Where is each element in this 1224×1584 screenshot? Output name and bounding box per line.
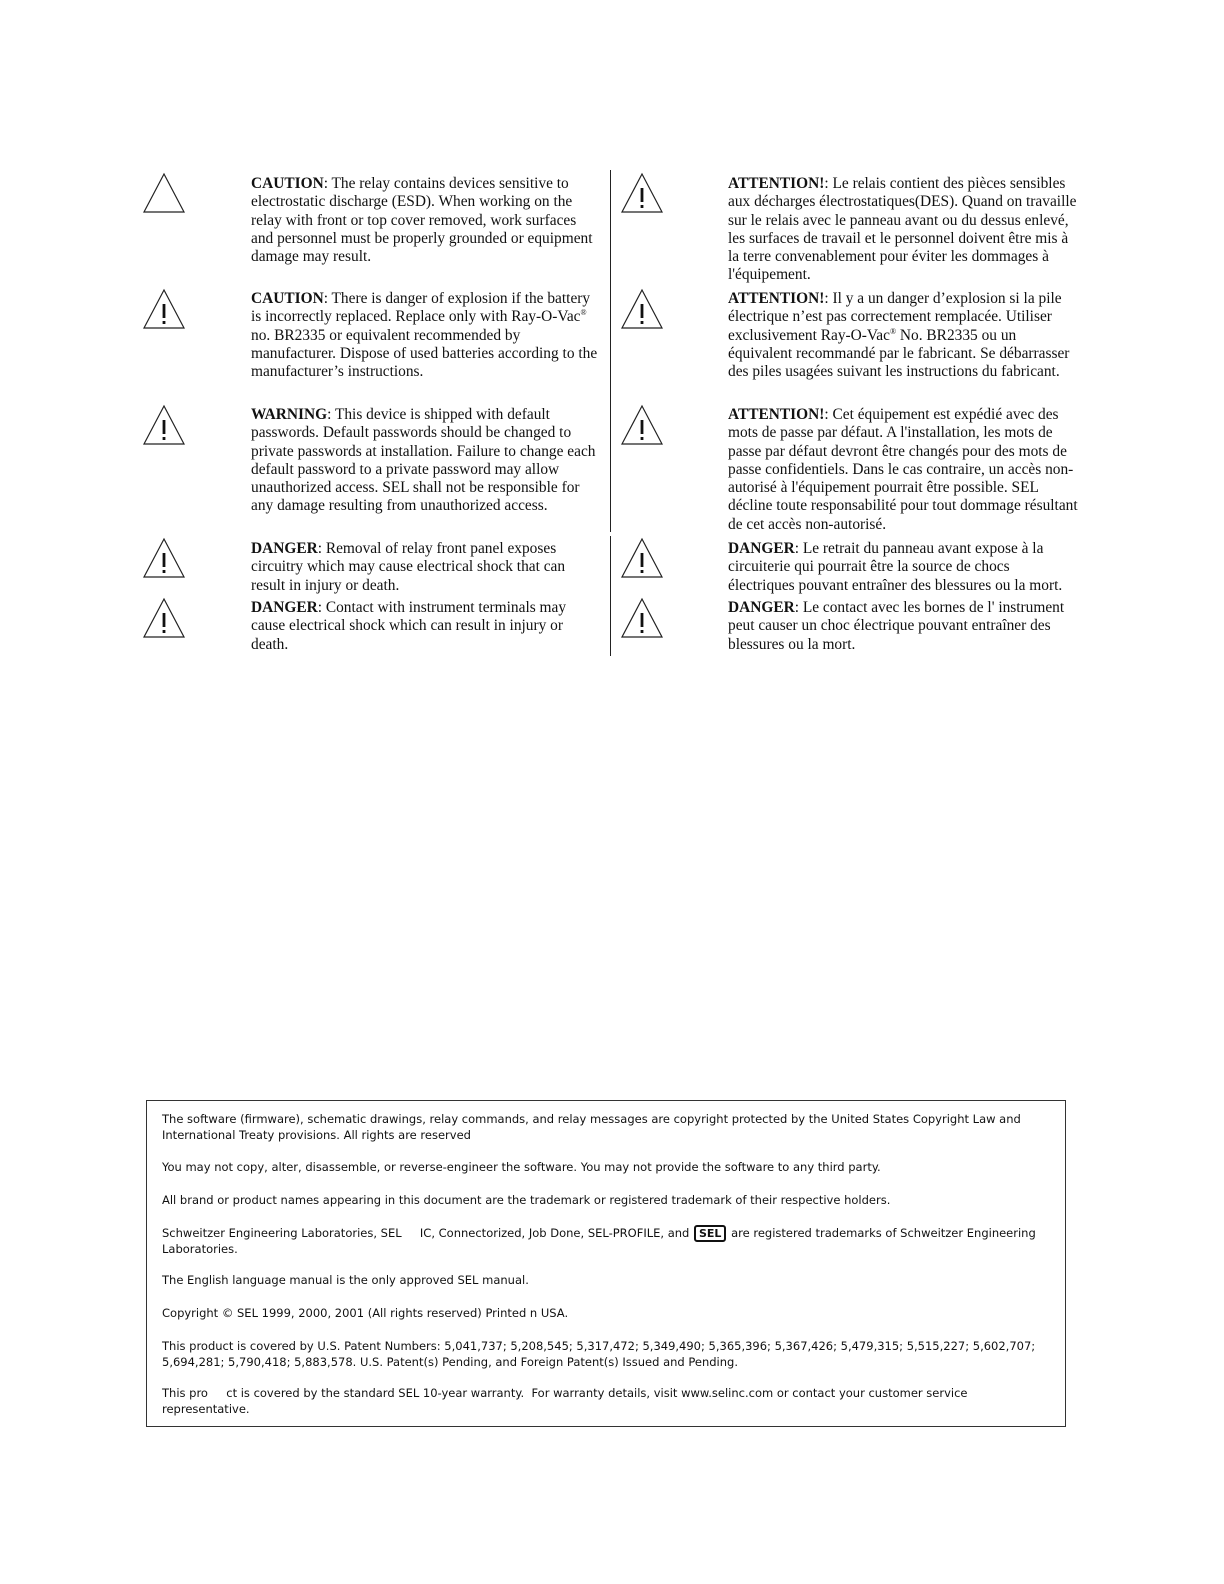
notice-body-cont: No. BR2335 ou un équivalent recommandé par le fabricant. Se débarrasser des piles usagées suivant les instructions du fabricant. [728,326,1070,381]
patents-notice: This product is covered by U.S. Patent Numbers: 5,041,737; 5,208,545; 5,317,472; 5,349,490; 5,365,396; 5,367,426; 5,479,315; 5,515,227; 5,602,707; 5,694,281; 5,790,418; 5,883,578. U.S. Patent(s) Pending, and Foreign Patent(s) Issued and Pending. [162,1339,1036,1369]
sel-logo: SEL [694,1225,726,1242]
notice-text [728,540,1080,595]
notice-body: : The relay contains devices sensitive to electrostatic discharge (ESD). When working on the relay with front or top cover removed, work surfaces and personnel must be properly grounded or equipment damage may result. [251,175,593,266]
notice-text [728,175,1080,285]
notice-body: : There is danger of explosion if the battery is incorrectly replaced. Replace only with Ray-O-Vac [251,290,591,326]
notice-text [251,540,596,595]
notice-text [728,599,1080,654]
notice-body-cont: no. BR2335 or equivalent recommended by manufacturer. Dispose of used batteries according to the manufacturer’s instructions. [251,326,598,381]
notice-body: : Removal of relay front panel exposes circuitry which may cause electrical shock that can result in injury or death. [251,540,566,594]
sel-trademarks-text: Schweitzer Engineering Laboratories, SEL IC, Connectorized, Job Done, SEL-PROFILE, and [162,1226,693,1240]
notice-label: DANGER [728,599,795,616]
registered-mark: ® [889,326,897,336]
notice-text [728,406,1080,534]
notice-text [251,406,596,516]
hazard-triangle-blank-icon [142,172,186,214]
copyright-years: Copyright © SEL 1999, 2000, 2001 (All rights reserved) Printed n USA. [162,1306,569,1320]
warning-exclamation-icon [142,537,186,579]
warning-exclamation-icon [142,597,186,639]
copyright-notice: The software (firmware), schematic drawings, relay commands, and relay messages are copyright protected by the United States Copyright Law and International Treaty provisions. All rights are reserved [162,1112,1021,1142]
column-divider [610,536,611,656]
notice-body: : This device is shipped with default passwords. Default passwords should be changed to private passwords at installation. Failure to change each default password to a private password may allow unauthorized access. SEL shall not be responsible for any damage resulting from unauthorized access. [251,406,596,515]
notice-body: : Le relais contient des pièces sensibles aux décharges électrostatiques(DES). Quand on travaille sur le relais avec le panneau avant ou du dessus enlevé, les surfaces de travail et le personnel doivent être mis à la terre convenablement pour éviter les dommages à l'équipement. [728,175,1077,284]
warning-exclamation-icon [142,288,186,330]
warning-exclamation-icon [620,172,664,214]
notice-body: : Contact with instrument terminals may cause electrical shock which can result in injury or death. [251,599,567,653]
notice-label: DANGER [728,540,795,557]
legal-notice-box [146,1100,1066,1427]
warning-exclamation-icon [620,537,664,579]
notice-label: ATTENTION! [728,175,825,192]
sel-trademarks-notice [162,1225,1052,1258]
trademarks-notice: All brand or product names appearing in this document are the trademark or registered trademark of their respective holders. [162,1193,891,1207]
sel-trademarks-text-cont: are registered trademarks of Schweitzer Engineering Laboratories. [162,1226,1036,1256]
column-divider [610,170,611,532]
notice-body: : Cet équipement est expédié avec des mots de passe par défaut. A l'installation, les mots de passe par défaut devront être changés pour des mots de passe confidentiels. Dans le cas contraire, un accès non-autorisé à l'équipement pourrait être possible. SEL décline toute responsabilité pour tout dommage résultant de cet accès non-autorisé. [728,406,1078,533]
notice-body: : Le contact avec les bornes de l' instrument peut causer un choc électrique pouvant entraîner des blessures ou la mort. [728,599,1065,653]
warning-exclamation-icon [620,597,664,639]
notice-label: ATTENTION! [728,406,825,423]
notice-text [728,290,1080,381]
warning-exclamation-icon [620,404,664,446]
notice-body: : Il y a un danger d’explosion si la pile électrique n’est pas correctement remplacée. Utiliser exclusivement Ray-O-Vac [728,290,1062,344]
notice-text [251,290,601,381]
english-manual-notice: The English language manual is the only approved SEL manual. [162,1273,529,1287]
notice-label: CAUTION [251,290,324,307]
warranty-notice: This pro ct is covered by the standard SEL 10-year warranty. For warranty details, visit www.selinc.com or contact your customer service representative. [162,1386,972,1416]
warning-exclamation-icon [142,404,186,446]
notice-label: DANGER [251,540,318,557]
warning-exclamation-icon [620,288,664,330]
notice-label: ATTENTION! [728,290,825,307]
notice-label: DANGER [251,599,318,616]
registered-mark: ® [580,308,587,318]
notice-text [251,175,596,266]
notice-label: CAUTION [251,175,324,192]
notice-label: WARNING [251,406,328,423]
no-copy-notice: You may not copy, alter, disassemble, or reverse-engineer the software. You may not provide the software to any third party. [162,1160,881,1174]
notice-body: : Le retrait du panneau avant expose à la circuiterie qui pourrait être la source de chocs électriques pouvant entraîner des blessures ou la mort. [728,540,1063,594]
notice-text [251,599,596,654]
